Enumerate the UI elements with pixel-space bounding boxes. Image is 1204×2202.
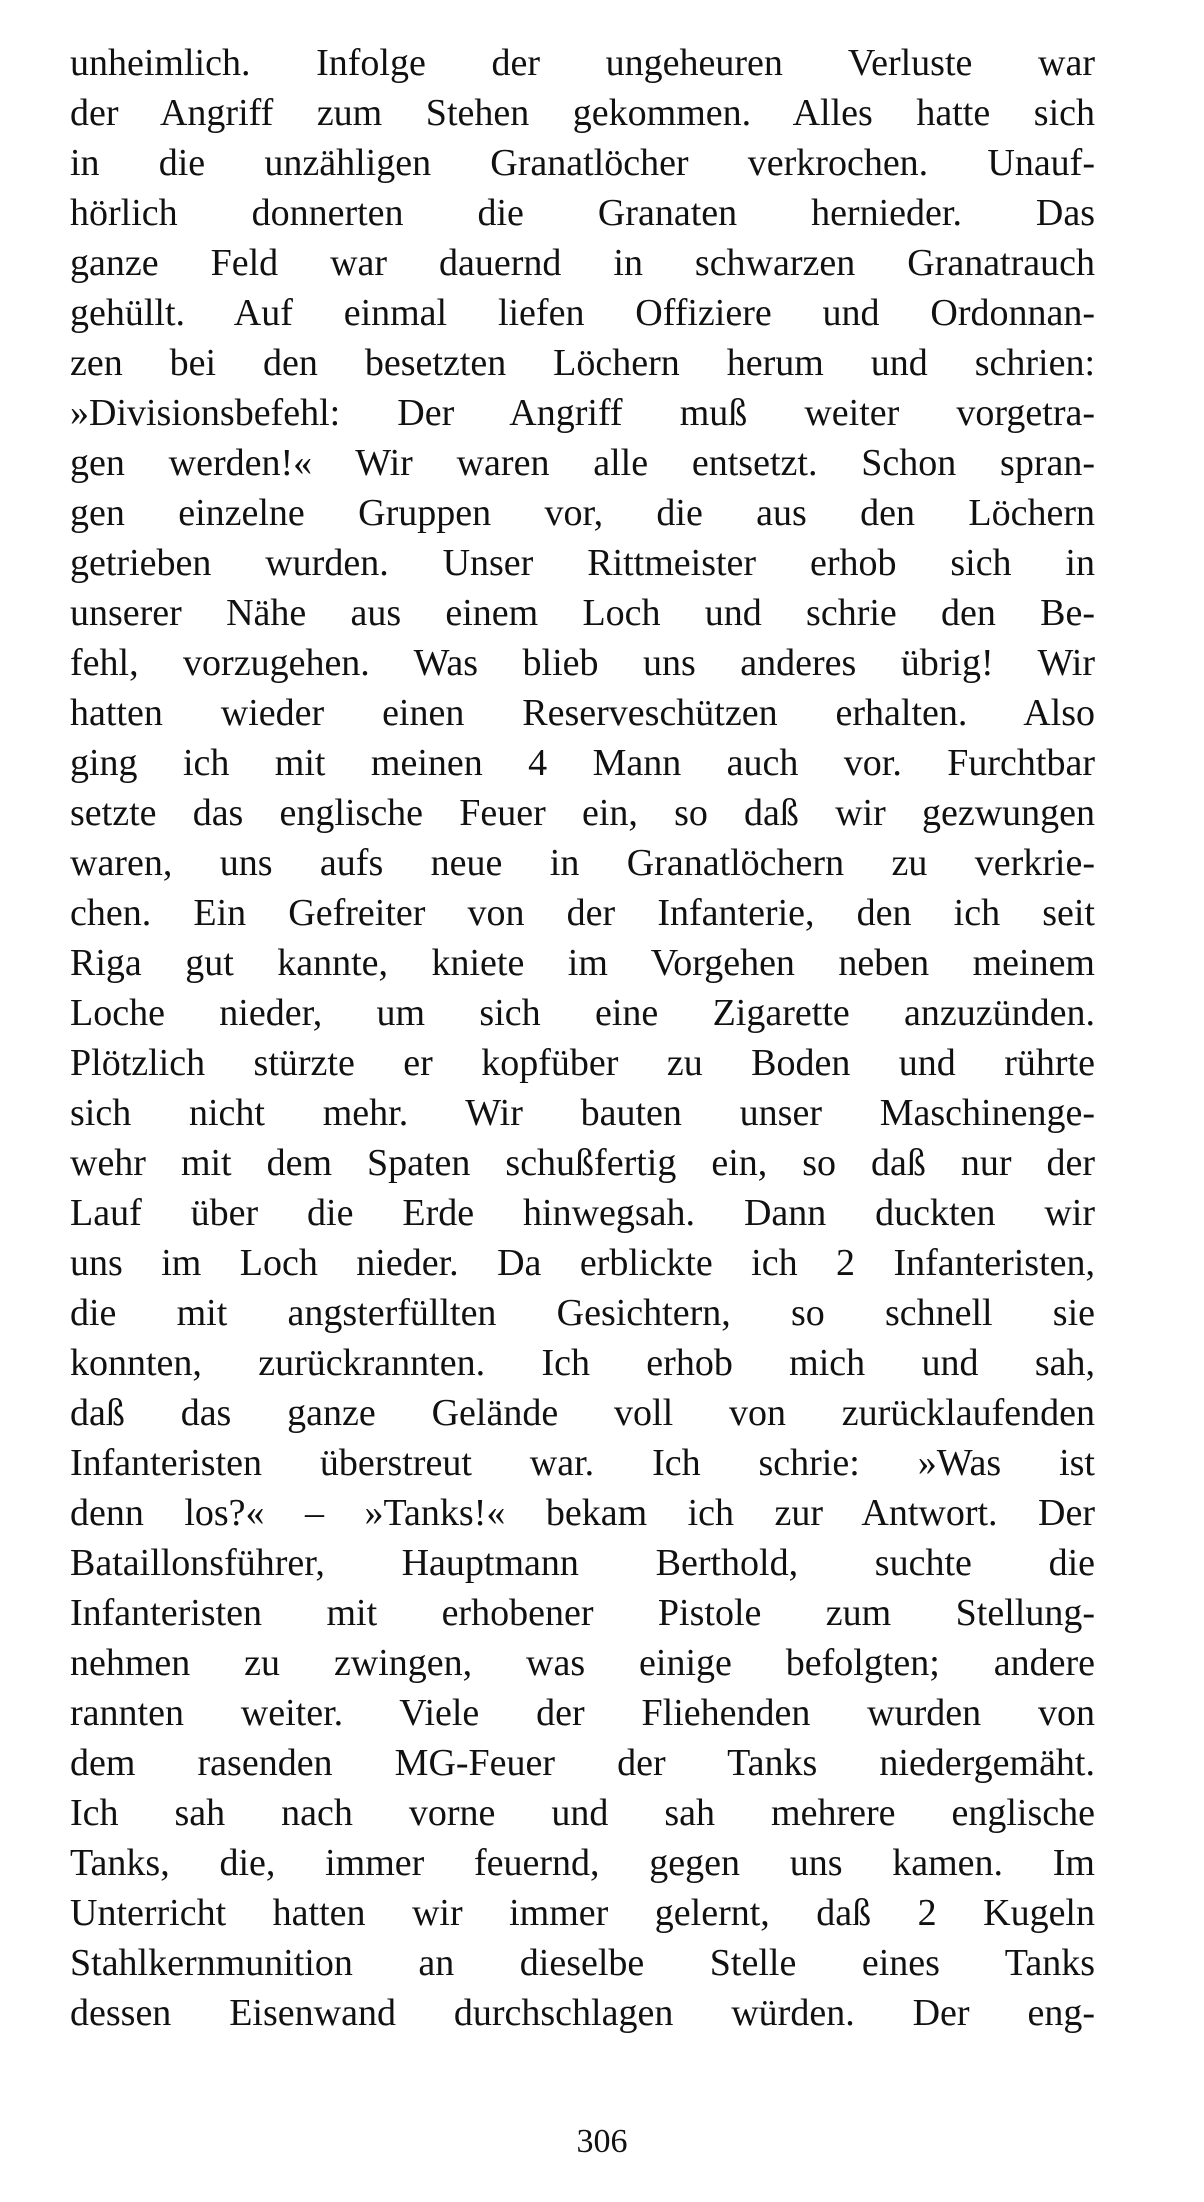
text-line: Bataillonsführer, Hauptmann Berthold, suchte die bbox=[70, 1542, 1095, 1584]
text-line: ging ich mit meinen 4 Mann auch vor. Furchtbar bbox=[70, 742, 1095, 784]
text-line: gen werden!« Wir waren alle entsetzt. Schon spran- bbox=[70, 442, 1095, 484]
text-line: Tanks, die, immer feuernd, gegen uns kamen. Im bbox=[70, 1842, 1095, 1884]
text-line: gehüllt. Auf einmal liefen Offiziere und Ordonnan- bbox=[70, 292, 1095, 334]
text-line: Unterricht hatten wir immer gelernt, daß 2 Kugeln bbox=[70, 1892, 1095, 1934]
text-line: Infanteristen überstreut war. Ich schrie: »Was ist bbox=[70, 1442, 1095, 1484]
text-line: hatten wieder einen Reserveschützen erhalten. Also bbox=[70, 692, 1095, 734]
text-line: unserer Nähe aus einem Loch und schrie den Be- bbox=[70, 592, 1095, 634]
text-line: chen. Ein Gefreiter von der Infanterie, den ich seit bbox=[70, 892, 1095, 934]
text-line: Lauf über die Erde hinwegsah. Dann duckten wir bbox=[70, 1192, 1095, 1234]
text-line: zen bei den besetzten Löchern herum und schrien: bbox=[70, 342, 1095, 384]
text-line: ganze Feld war dauernd in schwarzen Granatrauch bbox=[70, 242, 1095, 284]
text-line: sich nicht mehr. Wir bauten unser Maschinenge- bbox=[70, 1092, 1095, 1134]
page-number: 306 bbox=[576, 2123, 628, 2160]
text-line: konnten, zurückrannten. Ich erhob mich und sah, bbox=[70, 1342, 1095, 1384]
text-line: gen einzelne Gruppen vor, die aus den Löchern bbox=[70, 492, 1095, 534]
text-line: nehmen zu zwingen, was einige befolgten; andere bbox=[70, 1642, 1095, 1684]
text-line: uns im Loch nieder. Da erblickte ich 2 Infanteristen, bbox=[70, 1242, 1095, 1284]
text-line: Loche nieder, um sich eine Zigarette anzuzünden. bbox=[70, 992, 1095, 1034]
text-line: denn los?« – »Tanks!« bekam ich zur Antwort. Der bbox=[70, 1492, 1095, 1534]
text-line: in die unzähligen Granatlöcher verkrochen. Unauf- bbox=[70, 142, 1095, 184]
text-line: Ich sah nach vorne und sah mehrere englische bbox=[70, 1792, 1095, 1834]
text-line: dem rasenden MG-Feuer der Tanks niedergemäht. bbox=[70, 1742, 1095, 1784]
text-line: Stahlkernmunition an dieselbe Stelle eines Tanks bbox=[70, 1942, 1095, 1984]
text-line: fehl, vorzugehen. Was blieb uns anderes übrig! Wir bbox=[70, 642, 1095, 684]
text-line: dessen Eisenwand durchschlagen würden. Der eng- bbox=[70, 1992, 1095, 2034]
text-line: Plötzlich stürzte er kopfüber zu Boden und rührte bbox=[70, 1042, 1095, 1084]
text-line: setzte das englische Feuer ein, so daß wir gezwungen bbox=[70, 792, 1095, 834]
text-line: Riga gut kannte, kniete im Vorgehen neben meinem bbox=[70, 942, 1095, 984]
text-line: unheimlich. Infolge der ungeheuren Verluste war bbox=[70, 42, 1095, 84]
body-text bbox=[70, 38, 1095, 2038]
text-line: hörlich donnerten die Granaten hernieder. Das bbox=[70, 192, 1095, 234]
text-line: die mit angsterfüllten Gesichtern, so schnell sie bbox=[70, 1292, 1095, 1334]
text-line: waren, uns aufs neue in Granatlöchern zu verkrie- bbox=[70, 842, 1095, 884]
text-line: »Divisionsbefehl: Der Angriff muß weiter vorgetra- bbox=[70, 392, 1095, 434]
text-line: der Angriff zum Stehen gekommen. Alles hatte sich bbox=[70, 92, 1095, 134]
text-line: getrieben wurden. Unser Rittmeister erhob sich in bbox=[70, 542, 1095, 584]
text-line: daß das ganze Gelände voll von zurücklaufenden bbox=[70, 1392, 1095, 1434]
text-line: Infanteristen mit erhobener Pistole zum Stellung- bbox=[70, 1592, 1095, 1634]
text-line: rannten weiter. Viele der Fliehenden wurden von bbox=[70, 1692, 1095, 1734]
text-line: wehr mit dem Spaten schußfertig ein, so daß nur der bbox=[70, 1142, 1095, 1184]
